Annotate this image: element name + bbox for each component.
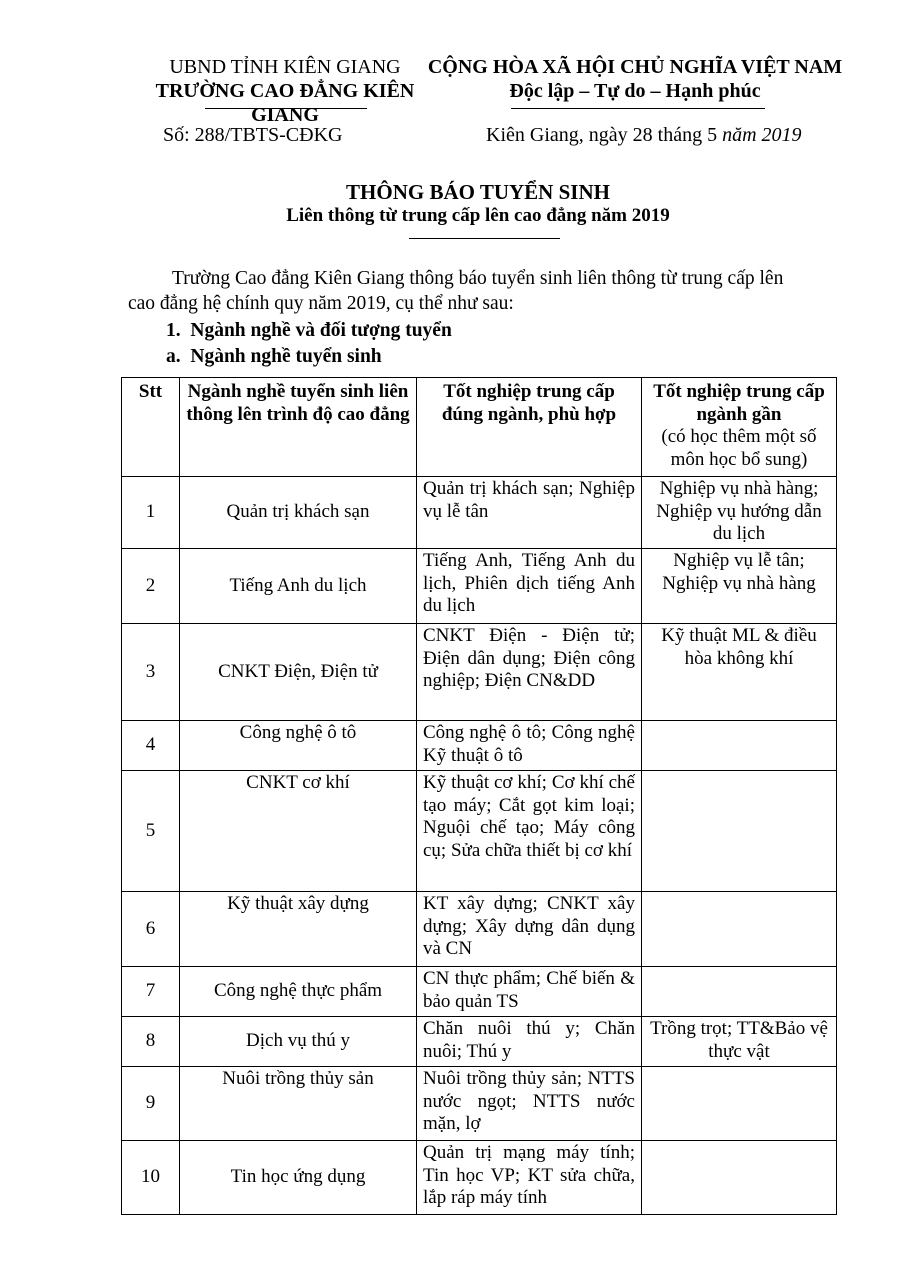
header-right-line2: Độc lập – Tự do – Hạnh phúc bbox=[509, 80, 761, 102]
cell-same: Tiếng Anh, Tiếng Anh du lịch, Phiên dịch tiếng Anh du lịch bbox=[417, 549, 642, 624]
cell-same: CNKT Điện - Điện tử; Điện dân dụng; Điện công nghiệp; Điện CN&DD bbox=[417, 624, 642, 721]
table-row bbox=[122, 1141, 837, 1215]
cell-major: Quản trị khách sạn bbox=[180, 477, 417, 549]
cell-same: Kỹ thuật cơ khí; Cơ khí chế tạo máy; Cắt gọt kim loại; Nguội chế tạo; Máy công cụ; Sửa chữa thiết bị cơ khí bbox=[417, 771, 642, 892]
cell-same: Nuôi trồng thủy sản; NTTS nước ngọt; NTTS nước mặn, lợ bbox=[417, 1067, 642, 1141]
cell-same: Chăn nuôi thú y; Chăn nuôi; Thú y bbox=[417, 1017, 642, 1067]
cell-stt: 10 bbox=[122, 1141, 180, 1215]
cell-stt: 1 bbox=[122, 477, 180, 549]
table-row bbox=[122, 1017, 837, 1067]
header-national bbox=[415, 55, 855, 103]
cell-major: Công nghệ ô tô bbox=[180, 721, 417, 771]
cell-near bbox=[642, 892, 837, 967]
cell-stt: 5 bbox=[122, 771, 180, 892]
cell-major: Nuôi trồng thủy sản bbox=[180, 1067, 417, 1141]
cell-near: Trồng trọt; TT&Bảo vệ thực vật bbox=[642, 1017, 837, 1067]
intro-line2: cao đẳng hệ chính quy năm 2019, cụ thể như sau: bbox=[128, 293, 514, 314]
table-row bbox=[122, 967, 837, 1017]
table-row bbox=[122, 477, 837, 549]
table-row bbox=[122, 624, 837, 721]
cell-major: Tiếng Anh du lịch bbox=[180, 549, 417, 624]
cell-major: Dịch vụ thú y bbox=[180, 1017, 417, 1067]
cell-near: Nghiệp vụ lễ tân; Nghiệp vụ nhà hàng bbox=[642, 549, 837, 624]
cell-stt: 2 bbox=[122, 549, 180, 624]
intro-line1: Trường Cao đẳng Kiên Giang thông báo tuyển sinh liên thông từ trung cấp lên bbox=[172, 268, 784, 289]
header-agency bbox=[120, 55, 450, 127]
cell-near bbox=[642, 1067, 837, 1141]
cell-major: Kỹ thuật xây dựng bbox=[180, 892, 417, 967]
header-near-title: Tốt nghiệp trung cấp ngành gần bbox=[653, 381, 825, 425]
cell-same: CN thực phẩm; Chế biến & bảo quản TS bbox=[417, 967, 642, 1017]
cell-near: Nghiệp vụ nhà hàng; Nghiệp vụ hướng dẫn du lịch bbox=[642, 477, 837, 549]
doc-number: Số: 288/TBTS-CĐKG bbox=[163, 124, 343, 146]
cell-near bbox=[642, 721, 837, 771]
cell-major: Công nghệ thực phẩm bbox=[180, 967, 417, 1017]
cell-same: KT xây dựng; CNKT xây dựng; Xây dựng dân dụng và CN bbox=[417, 892, 642, 967]
table-row bbox=[122, 549, 837, 624]
cell-same: Quản trị khách sạn; Nghiệp vụ lễ tân bbox=[417, 477, 642, 549]
header-right-underline bbox=[511, 108, 765, 109]
table-row bbox=[122, 771, 837, 892]
table-row bbox=[122, 892, 837, 967]
table-row bbox=[122, 721, 837, 771]
cell-stt: 8 bbox=[122, 1017, 180, 1067]
cell-near: Kỹ thuật ML & điều hòa không khí bbox=[642, 624, 837, 721]
cell-stt: 4 bbox=[122, 721, 180, 771]
header-near bbox=[642, 378, 837, 477]
title-underline bbox=[409, 238, 560, 239]
page-title: THÔNG BÁO TUYỂN SINH bbox=[346, 180, 610, 204]
header-same: Tốt nghiệp trung cấp đúng ngành, phù hợp bbox=[417, 378, 642, 477]
cell-stt: 6 bbox=[122, 892, 180, 967]
cell-stt: 7 bbox=[122, 967, 180, 1017]
cell-same: Quản trị mạng máy tính; Tin học VP; KT sửa chữa, lắp ráp máy tính bbox=[417, 1141, 642, 1215]
cell-stt: 3 bbox=[122, 624, 180, 721]
cell-near bbox=[642, 771, 837, 892]
cell-near bbox=[642, 1141, 837, 1215]
header-major: Ngành nghề tuyển sinh liên thông lên trình độ cao đẳng bbox=[180, 378, 417, 477]
header-left-line1: UBND TỈNH KIÊN GIANG bbox=[169, 56, 401, 78]
header-stt: Stt bbox=[122, 378, 180, 477]
header-right-line1: CỘNG HÒA XÃ HỘI CHỦ NGHĨA VIỆT NAM bbox=[427, 56, 843, 78]
majors-table bbox=[121, 377, 837, 1215]
cell-near bbox=[642, 967, 837, 1017]
doc-date-prefix: Kiên Giang, ngày 28 tháng 5 bbox=[486, 124, 723, 146]
section-heading-1: 1. Ngành nghề và đối tượng tuyển bbox=[166, 320, 452, 341]
header-near-note: (có học thêm một số môn học bổ sung) bbox=[661, 426, 817, 470]
table-row bbox=[122, 1067, 837, 1141]
cell-major: CNKT Điện, Điện tử bbox=[180, 624, 417, 721]
header-left-line2: TRƯỜNG CAO ĐẲNG KIÊN GIANG bbox=[155, 80, 415, 126]
page-subtitle: Liên thông từ trung cấp lên cao đẳng năm 2019 bbox=[286, 205, 670, 226]
doc-date-year: năm 2019 bbox=[722, 124, 802, 146]
cell-stt: 9 bbox=[122, 1067, 180, 1141]
cell-major: CNKT cơ khí bbox=[180, 771, 417, 892]
cell-major: Tin học ứng dụng bbox=[180, 1141, 417, 1215]
doc-date bbox=[486, 124, 802, 147]
cell-same: Công nghệ ô tô; Công nghệ Kỹ thuật ô tô bbox=[417, 721, 642, 771]
table-header-row bbox=[122, 378, 837, 477]
section-heading-1a: a. Ngành nghề tuyển sinh bbox=[166, 346, 382, 367]
header-left-underline bbox=[205, 108, 367, 109]
